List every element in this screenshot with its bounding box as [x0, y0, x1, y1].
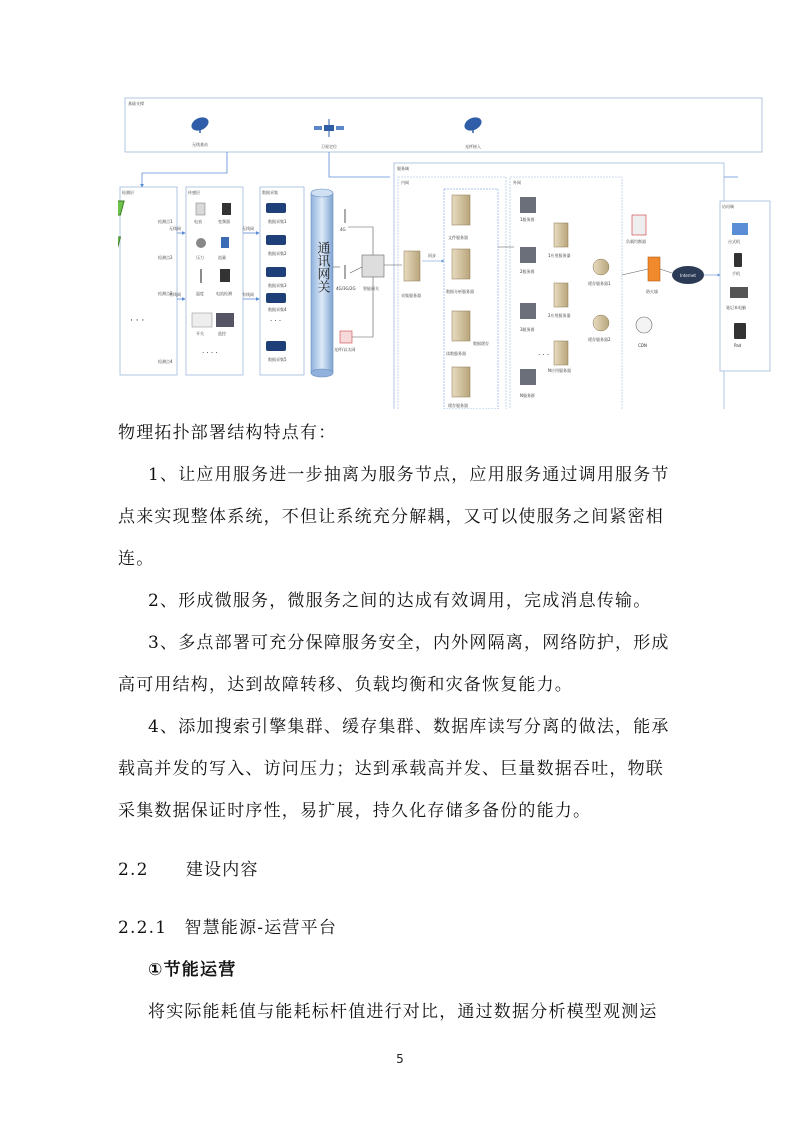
- svg-text:缓存服务器: 缓存服务器: [448, 403, 468, 408]
- tablet-icon: [734, 323, 746, 339]
- point-4-line-2: 载高并发的写入、访问压力；达到承载高并发、巨量数据吞吐，物联: [118, 759, 664, 779]
- item-heading: ①节能运营: [148, 960, 237, 980]
- desktop-icon: [732, 223, 748, 235]
- link-label-2: 有线网: [169, 292, 181, 297]
- camera-icon: [216, 313, 234, 327]
- svg-text:流量: 流量: [218, 255, 226, 260]
- sensor-label: 传感层: [188, 190, 200, 195]
- svg-text:N应用服务器: N应用服务器: [548, 368, 571, 373]
- link-label-4: 有线网: [242, 292, 254, 297]
- support-item-3: 光纤接入: [465, 144, 481, 149]
- last-line: 将实际能耗值与能耗标杆值进行对比，通过数据分析模型观测运: [148, 1002, 658, 1022]
- svg-text:3服务群: 3服务群: [520, 327, 535, 332]
- support-label: 基础支撑: [128, 101, 144, 106]
- pressure-icon: [196, 238, 206, 248]
- svg-text:4G/3G/2G: 4G/3G/2G: [336, 286, 356, 291]
- svg-text:2服务群: 2服务群: [520, 269, 535, 274]
- meter-icon: [196, 203, 205, 215]
- svg-text:CDN: CDN: [638, 343, 647, 348]
- laptop-icon: [730, 287, 748, 298]
- section-number: 2.2: [118, 860, 149, 880]
- svg-text:文件服务器: 文件服务器: [448, 235, 468, 240]
- svg-text:数据采集3: 数据采集3: [268, 283, 287, 288]
- section-title: 建设内容: [185, 860, 259, 880]
- svg-text:采集服务器: 采集服务器: [401, 293, 421, 298]
- gateway-label: 通讯网关: [314, 241, 330, 293]
- search-server-1-icon: [593, 259, 609, 275]
- svg-text:智能网关: 智能网关: [363, 286, 379, 291]
- collector-ellipsis: · · ·: [270, 317, 282, 325]
- svg-text:数据采集5: 数据采集5: [268, 357, 287, 362]
- switch-icon: [192, 313, 212, 327]
- cluster-1-icon: [520, 197, 536, 213]
- file-server-icon: [452, 195, 470, 225]
- svg-text:读数服务器: 读数服务器: [446, 351, 466, 356]
- cdn-icon: [636, 317, 652, 333]
- link-label-3: 无线网: [242, 226, 254, 231]
- cluster-2-icon: [520, 247, 536, 263]
- svg-text:手机: 手机: [732, 271, 740, 276]
- svg-text:数据分析服务器: 数据分析服务器: [446, 289, 474, 294]
- communication-gateway: [311, 189, 333, 377]
- link-label-1: 无线网: [169, 226, 181, 231]
- perception-ellipsis: · · ·: [130, 316, 145, 326]
- subsection-title: 智慧能源-运营平台: [184, 918, 338, 938]
- svg-text:温度: 温度: [196, 291, 204, 296]
- point-3-line-2: 高可用结构，达到故障转移、负载均衡和灾备恢复能力。: [118, 675, 573, 695]
- flow-icon: [221, 237, 229, 248]
- cluster-n-icon: [520, 369, 536, 385]
- svg-text:数据采集4: 数据采集4: [268, 307, 287, 312]
- phone-icon: [734, 253, 742, 267]
- cache-server-icon: [452, 367, 470, 397]
- svg-text:2应用服务器: 2应用服务器: [548, 313, 571, 318]
- svg-text:1应用服务器: 1应用服务器: [548, 253, 571, 258]
- fiber-ethernet-icon: [340, 331, 352, 343]
- svg-text:压力: 压力: [196, 255, 204, 260]
- internet-label: Internet: [680, 273, 696, 278]
- read-server-icon: [452, 311, 470, 341]
- svg-text:检测点2: 检测点2: [158, 255, 173, 260]
- support-item-1: 无线基站: [192, 142, 208, 147]
- db-cache-label: 数据缓存: [473, 341, 489, 346]
- point-1-line-3: 连。: [118, 549, 155, 569]
- analysis-server-icon: [452, 249, 470, 279]
- svg-text:电流检测: 电流检测: [216, 291, 232, 296]
- app-server-2-icon: [554, 283, 568, 307]
- svg-text:监控: 监控: [218, 331, 226, 336]
- point-1-line-2: 点来实现整体系统，不但让系统充分解耦，又可以使服务之间紧密相: [118, 507, 664, 527]
- network-devices: [333, 209, 384, 352]
- access-label: 访问端: [722, 204, 734, 209]
- svg-text:数据采集1: 数据采集1: [268, 219, 287, 224]
- load-balancer-icon: [632, 215, 646, 235]
- point-3-line-1: 3、多点部署可充分保障服务安全，内外网隔离，网络防护，形成: [148, 633, 670, 653]
- support-section: [125, 98, 762, 152]
- svg-text:缓存服务器2: 缓存服务器2: [588, 337, 611, 342]
- svg-text:缓存服务器1: 缓存服务器1: [588, 281, 611, 286]
- sync-label: 同步: [428, 253, 436, 258]
- svg-text:4G: 4G: [340, 227, 346, 232]
- app-server-1-icon: [554, 223, 568, 247]
- outer-ellipsis: · · ·: [538, 351, 550, 359]
- svg-text:数据采集2: 数据采集2: [268, 251, 287, 256]
- collector-label: 数据采集: [262, 190, 278, 195]
- search-server-2-icon: [593, 315, 609, 331]
- point-4-line-3: 采集数据保证时序性，易扩展，持久化存储多备份的能力。: [118, 801, 592, 821]
- firewall-icon: [648, 257, 660, 281]
- sensor-layer: [186, 187, 243, 375]
- smart-gateway-icon: [362, 255, 384, 277]
- svg-text:开关: 开关: [196, 331, 204, 336]
- intro-line: 物理拓扑部署结构特点有：: [118, 423, 337, 443]
- svg-text:检测点1: 检测点1: [158, 219, 173, 224]
- svg-text:检测点3: 检测点3: [158, 291, 173, 296]
- svg-text:防火墙: 防火墙: [646, 289, 658, 294]
- point-2: 2、形成微服务，微服务之间的达成有效调用，完成消息传输。: [148, 591, 652, 611]
- svg-text:Pad: Pad: [734, 343, 742, 348]
- topology-diagram: [118, 97, 772, 409]
- inverter-icon: [222, 203, 231, 215]
- svg-text:变频器: 变频器: [218, 219, 230, 224]
- cluster-3-icon: [520, 303, 536, 319]
- svg-text:笔记本电脑: 笔记本电脑: [726, 305, 746, 310]
- access-layer: [720, 201, 770, 371]
- svg-text:光纤/以太网: 光纤/以太网: [334, 347, 356, 352]
- perception-layer: [118, 187, 177, 375]
- svg-text:1服务群: 1服务群: [520, 217, 535, 222]
- perception-label: 检测层: [122, 190, 134, 195]
- sensor-ellipsis: · · · ·: [202, 349, 218, 357]
- app-server-n-icon: [554, 341, 568, 365]
- collector-layer: [260, 187, 304, 375]
- subsection-number: 2.2.1: [118, 918, 168, 938]
- svg-text:电表: 电表: [194, 219, 202, 224]
- support-item-2: 卫星定位: [321, 144, 337, 149]
- svg-text:N服务群: N服务群: [520, 393, 535, 398]
- outer-net-label: 外网: [513, 180, 521, 185]
- page-number: 5: [396, 1052, 404, 1066]
- point-4-line-1: 4、添加搜索引擎集群、缓存集群、数据库读写分离的做法，能承: [148, 717, 670, 737]
- point-1-line-1: 1、让应用服务进一步抽离为服务节点，应用服务通过调用服务节: [148, 465, 670, 485]
- service-zone-label: 服务域: [397, 166, 409, 171]
- svg-text:负载均衡器: 负载均衡器: [626, 239, 646, 244]
- section-heading: [118, 862, 259, 879]
- svg-text:检测点4: 检测点4: [158, 359, 173, 364]
- current-detector-icon: [220, 269, 230, 282]
- svg-text:台式机: 台式机: [728, 239, 740, 244]
- inner-net-label: 内网: [401, 180, 409, 185]
- collection-server-icon: [404, 251, 420, 281]
- subsection-heading: [118, 920, 337, 937]
- service-zone: [384, 163, 724, 409]
